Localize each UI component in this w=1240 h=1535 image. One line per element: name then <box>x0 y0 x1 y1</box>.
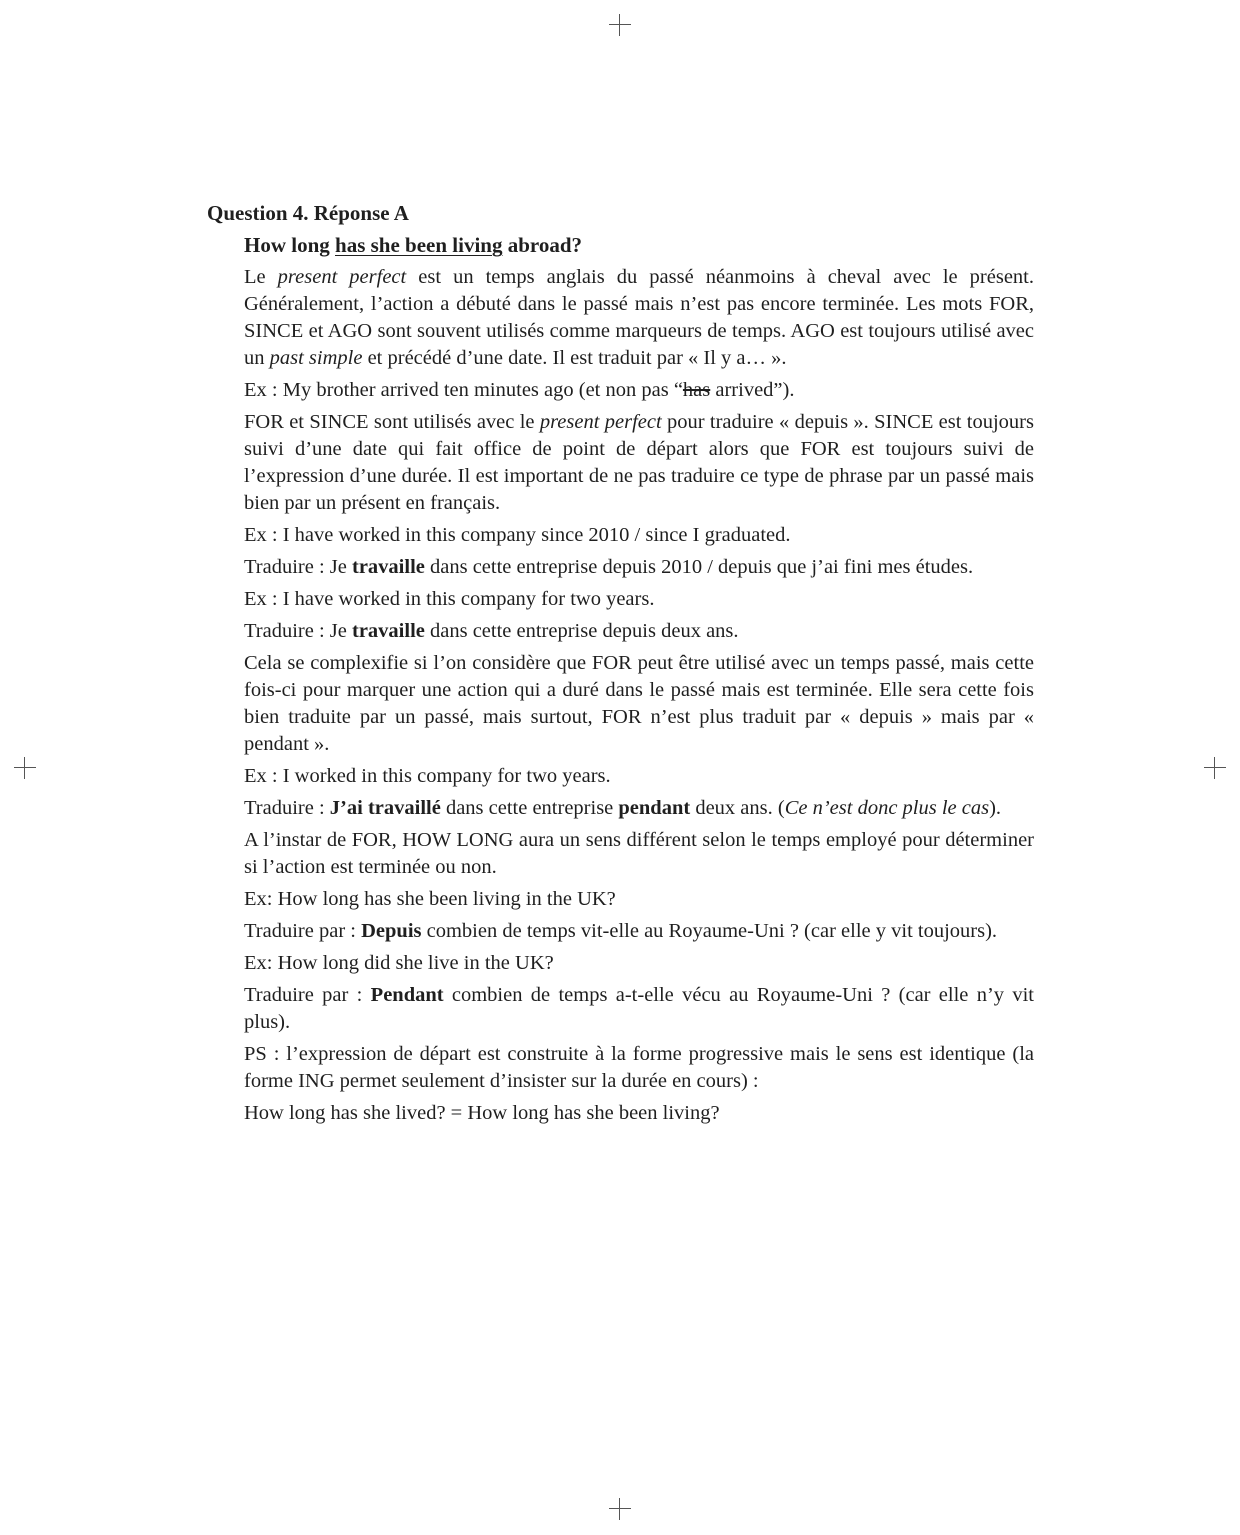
question-sentence-end: abroad? <box>502 233 583 257</box>
text: Ex : My brother arrived ten minutes ago (et non pas “ <box>244 379 683 401</box>
text: Traduire : Je <box>244 620 352 642</box>
text: et précédé d’une date. Il est traduit par « Il y a… ». <box>362 347 787 369</box>
bold-word: Depuis <box>361 920 422 942</box>
italic-term: past simple <box>269 347 363 369</box>
final-example: How long has she lived? = How long has she been living? <box>244 1102 720 1124</box>
text: Traduire par : <box>244 984 371 1006</box>
translation-how-long-present <box>244 918 1034 945</box>
text: deux ans. ( <box>690 797 785 819</box>
example-how-long-present: Ex: How long has she been living in the UK? <box>244 888 616 910</box>
italic-term: present perfect <box>277 266 407 288</box>
bold-word: Pendant <box>370 984 444 1006</box>
question-sentence <box>244 232 1034 259</box>
crop-mark-left <box>10 753 40 783</box>
paragraph-how-long: A l’instar de FOR, HOW LONG aura un sens différent selon le temps employé pour déterminer si l’action est terminée ou non. <box>244 829 1034 878</box>
text: pour traduire « depuis ». SINCE est toujours suivi d’une date qui fait office de point de départ alors que FOR est toujours suivi de l’expression d’une durée. Il est important de ne pas traduire ce type de phrase par un passé mais bien par un présent en français. <box>244 411 1034 514</box>
text: combien de temps vit-elle au Royaume-Uni ? (car elle y vit toujours). <box>421 920 998 942</box>
example-for: Ex : I have worked in this company for two years. <box>244 588 655 610</box>
struck-word: has <box>682 379 711 401</box>
translation-how-long-past <box>244 982 1034 1036</box>
bold-word: pendant <box>618 797 691 819</box>
text: Traduire : <box>244 797 330 819</box>
question-title: Question 4. Réponse A <box>207 201 409 225</box>
bold-word: travaille <box>352 620 425 642</box>
text: FOR et SINCE sont utilisés avec le <box>244 411 540 433</box>
text: dans cette entreprise depuis 2010 / depuis que j’ai fini mes études. <box>424 556 974 578</box>
bold-word: travaille <box>352 556 425 578</box>
question-sentence-start: How long <box>244 233 336 257</box>
text: arrived”). <box>710 379 795 401</box>
crop-mark-top <box>605 10 635 40</box>
example-since: Ex : I have worked in this company since 2010 / since I graduated. <box>244 524 791 546</box>
text: Traduire : Je <box>244 556 352 578</box>
text: dans cette entreprise <box>440 797 619 819</box>
paragraph-ps: PS : l’expression de départ est construite à la forme progressive mais le sens est identique (la forme ING permet seulement d’insister sur la durée en cours) : <box>244 1043 1034 1092</box>
text: dans cette entreprise depuis deux ans. <box>424 620 739 642</box>
bold-word: J’ai travaillé <box>329 797 441 819</box>
paragraph-present-perfect <box>244 264 1034 372</box>
crop-mark-bottom <box>605 1494 635 1524</box>
translation-for <box>244 618 1034 645</box>
translation-since <box>244 554 1034 581</box>
answer-body <box>244 232 1034 1127</box>
text: ). <box>989 797 1002 819</box>
question-sentence-underlined: has she been living <box>335 233 503 257</box>
example-for-past: Ex : I worked in this company for two years. <box>244 765 611 787</box>
text: combien de temps a-t-elle vécu au Royaume-Uni ? (car elle n’y vit plus). <box>244 984 1034 1033</box>
example-how-long-past: Ex: How long did she live in the UK? <box>244 952 554 974</box>
text: est un temps anglais du passé néanmoins à cheval avec le présent. Généralement, l’action a débuté dans le passé mais n’est pas encore terminée. Les mots FOR, SINCE et AGO sont souvent utilisés comme marqueurs de temps. AGO est toujours utilisé avec un <box>244 266 1034 369</box>
paragraph-for-since <box>244 409 1034 517</box>
example-ago <box>244 377 1034 404</box>
answer-content <box>207 200 1034 1132</box>
italic-term: present perfect <box>539 411 662 433</box>
text: Traduire par : <box>244 920 362 942</box>
paragraph-for-past: Cela se complexifie si l’on considère que FOR peut être utilisé avec un temps passé, mais cette fois-ci pour marquer une action qui a duré dans le passé mais est terminée. Elle sera cette fois bien traduite par un passé, mais surtout, FOR n’est plus traduit par « depuis » mais par « pendant ». <box>244 652 1034 755</box>
translation-for-past <box>244 795 1034 822</box>
italic-note: Ce n’est donc plus le cas <box>784 797 990 819</box>
text: Le <box>244 266 278 288</box>
crop-mark-right <box>1200 753 1230 783</box>
